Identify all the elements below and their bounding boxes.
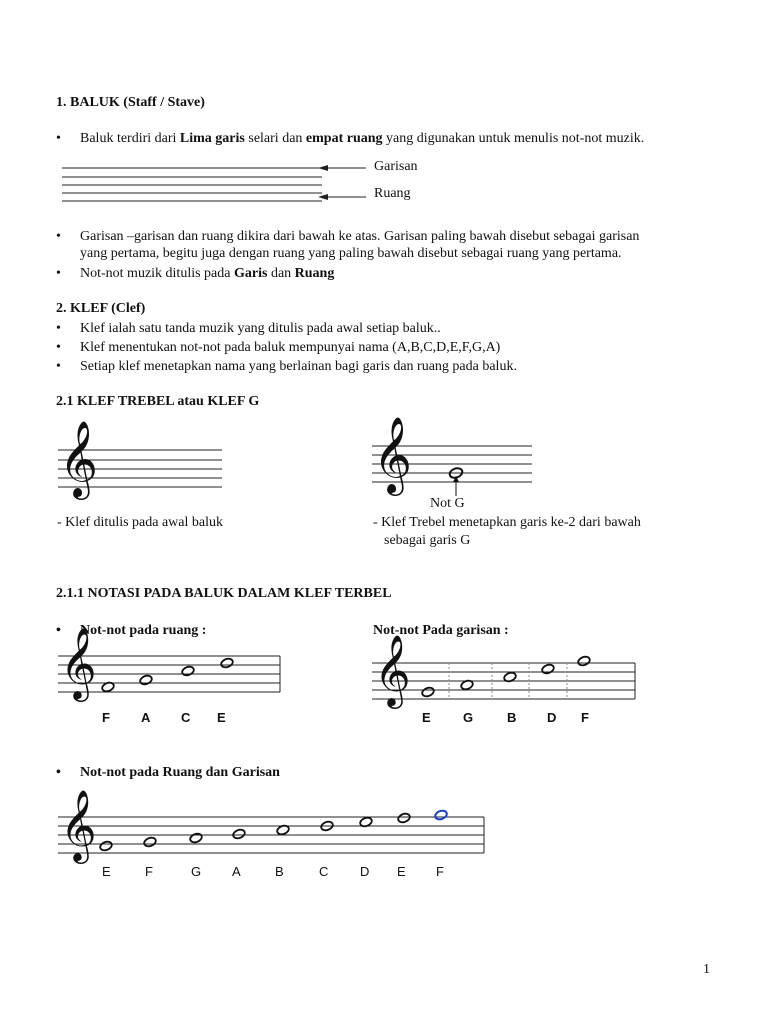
treble-clef-icon: 𝄞 bbox=[373, 419, 413, 492]
garisan-title: Not-not Pada garisan : bbox=[373, 623, 509, 638]
emphasis-garis: Garis bbox=[233, 266, 268, 281]
note-f-highlight bbox=[434, 809, 448, 821]
note-g bbox=[189, 832, 203, 844]
treble-clef-icon: 𝄞 bbox=[60, 630, 97, 698]
caption-left: - Klef ditulis pada awal baluk bbox=[57, 515, 224, 530]
note-e bbox=[397, 812, 411, 824]
note-label: D bbox=[547, 710, 557, 725]
note-label: E bbox=[102, 864, 111, 879]
note-label: B bbox=[275, 864, 284, 879]
note-label: F bbox=[581, 710, 589, 725]
note-f bbox=[143, 836, 157, 848]
emphasis-ruang: Ruang bbox=[294, 266, 335, 281]
treble-clef-icon: 𝄞 bbox=[374, 637, 411, 705]
text: Not-not muzik ditulis pada bbox=[80, 266, 234, 281]
text: yang digunakan untuk menulis not-not muzik. bbox=[382, 131, 645, 146]
klef-bullet: • Klef menentukan not-not pada baluk mempunyai nama (A,B,C,D,E,F,G,A) bbox=[80, 340, 500, 356]
label-garisan: Garisan bbox=[374, 159, 418, 174]
note-label: A bbox=[141, 710, 151, 725]
text-line: yang pertama, begitu juga dengan ruang yang paling bawah disebut sebagai ruang yang pertama. bbox=[80, 246, 622, 261]
caption-right-line1: - Klef Trebel menetapkan garis ke-2 dari bawah bbox=[373, 515, 641, 530]
section-2-1-heading: 2.1 KLEF TREBEL atau KLEF G bbox=[56, 394, 260, 409]
note-label: F bbox=[102, 710, 110, 725]
note-label: A bbox=[232, 864, 241, 879]
both-title: • Not-not pada Ruang dan Garisan bbox=[80, 765, 280, 781]
section-2-1-1-heading: 2.1.1 NOTASI PADA BALUK DALAM KLEF TERBEL bbox=[56, 586, 392, 601]
note-label: B bbox=[507, 710, 517, 725]
treble-clef-icon: 𝄞 bbox=[60, 792, 97, 860]
page-number: 1 bbox=[703, 962, 710, 977]
note-label: D bbox=[360, 864, 370, 879]
note-label: C bbox=[181, 710, 191, 725]
note-label: G bbox=[191, 864, 202, 879]
note-label: F bbox=[145, 864, 153, 879]
text: Baluk terdiri dari bbox=[80, 131, 180, 146]
note-label: E bbox=[217, 710, 226, 725]
note-a bbox=[232, 828, 246, 840]
label-not-g: Not G bbox=[430, 496, 465, 511]
text: dan bbox=[267, 266, 295, 281]
note-label: F bbox=[436, 864, 444, 879]
section-1-heading: 1. BALUK (Staff / Stave) bbox=[56, 95, 205, 110]
section-2-heading: 2. KLEF (Clef) bbox=[56, 301, 146, 316]
emphasis-lima-garis: Lima garis bbox=[179, 131, 245, 146]
note-label: C bbox=[319, 864, 329, 879]
note-label: G bbox=[463, 710, 474, 725]
klef-bullet: • Klef ialah satu tanda muzik yang ditulis pada awal setiap baluk.. bbox=[80, 321, 441, 337]
note-label: E bbox=[422, 710, 431, 725]
text: selari dan bbox=[244, 131, 306, 146]
caption-right-line2: sebagai garis G bbox=[384, 533, 471, 548]
label-ruang: Ruang bbox=[374, 186, 411, 201]
note-e bbox=[99, 840, 113, 852]
klef-bullet: • Setiap klef menetapkan nama yang berlainan bagi garis dan ruang pada baluk. bbox=[80, 359, 517, 375]
emphasis-empat-ruang: empat ruang bbox=[305, 131, 383, 146]
text-line: • Garisan –garisan dan ruang dikira dari bawah ke atas. Garisan paling bawah disebut sebagai garisan bbox=[80, 229, 640, 244]
note-label: E bbox=[397, 864, 406, 879]
ruang-title: • Not-not pada ruang : bbox=[80, 623, 206, 639]
treble-clef-icon: 𝄞 bbox=[59, 423, 99, 496]
